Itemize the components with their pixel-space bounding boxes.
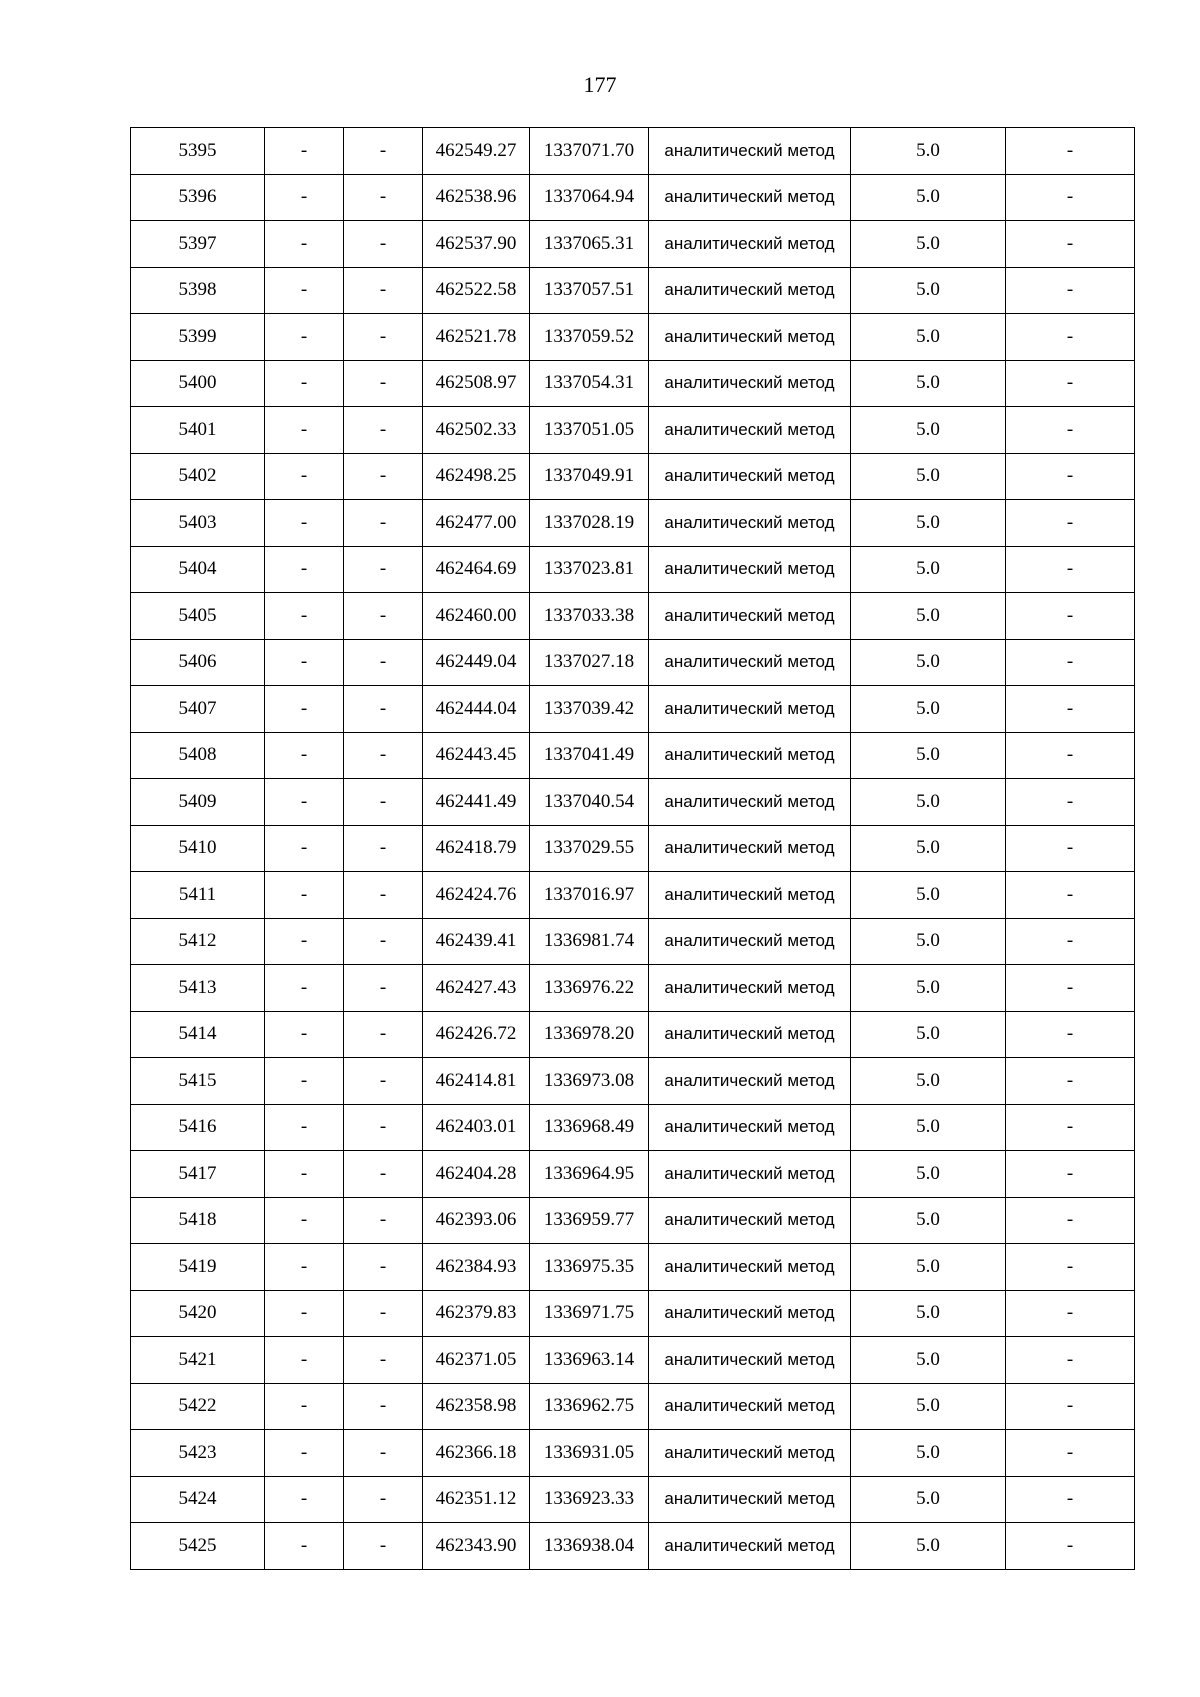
empty-value-cell: - <box>344 1058 423 1105</box>
accuracy-cell: 5.0 <box>851 639 1006 686</box>
empty-value-cell: - <box>344 593 423 640</box>
accuracy-cell: 5.0 <box>851 686 1006 733</box>
x-coordinate-cell: 462502.33 <box>423 407 530 454</box>
x-coordinate-cell: 462443.45 <box>423 732 530 779</box>
point-number-cell: 5422 <box>131 1383 265 1430</box>
empty-value-cell: - <box>1006 825 1135 872</box>
empty-value-cell: - <box>1006 1383 1135 1430</box>
empty-value-cell: - <box>1006 686 1135 733</box>
empty-value-cell: - <box>344 872 423 919</box>
empty-value-cell: - <box>1006 221 1135 268</box>
y-coordinate-cell: 1337064.94 <box>530 174 649 221</box>
x-coordinate-cell: 462477.00 <box>423 500 530 547</box>
empty-value-cell: - <box>265 1337 344 1384</box>
empty-value-cell: - <box>265 872 344 919</box>
point-number-cell: 5419 <box>131 1244 265 1291</box>
empty-value-cell: - <box>265 314 344 361</box>
accuracy-cell: 5.0 <box>851 825 1006 872</box>
accuracy-cell: 5.0 <box>851 500 1006 547</box>
empty-value-cell: - <box>265 1290 344 1337</box>
y-coordinate-cell: 1336968.49 <box>530 1104 649 1151</box>
empty-value-cell: - <box>1006 1244 1135 1291</box>
method-cell: аналитический метод <box>649 1151 851 1198</box>
empty-value-cell: - <box>344 1523 423 1570</box>
empty-value-cell: - <box>344 1011 423 1058</box>
empty-value-cell: - <box>344 407 423 454</box>
method-cell: аналитический метод <box>649 1337 851 1384</box>
point-number-cell: 5423 <box>131 1430 265 1477</box>
empty-value-cell: - <box>1006 453 1135 500</box>
method-cell: аналитический метод <box>649 825 851 872</box>
coordinates-table <box>130 127 1135 1570</box>
table-row <box>131 1151 1135 1198</box>
method-cell: аналитический метод <box>649 221 851 268</box>
table-row <box>131 453 1135 500</box>
empty-value-cell: - <box>1006 1523 1135 1570</box>
table-row <box>131 1244 1135 1291</box>
x-coordinate-cell: 462441.49 <box>423 779 530 826</box>
x-coordinate-cell: 462426.72 <box>423 1011 530 1058</box>
empty-value-cell: - <box>1006 1058 1135 1105</box>
method-cell: аналитический метод <box>649 1104 851 1151</box>
empty-value-cell: - <box>1006 872 1135 919</box>
x-coordinate-cell: 462537.90 <box>423 221 530 268</box>
x-coordinate-cell: 462366.18 <box>423 1430 530 1477</box>
x-coordinate-cell: 462384.93 <box>423 1244 530 1291</box>
point-number-cell: 5417 <box>131 1151 265 1198</box>
point-number-cell: 5401 <box>131 407 265 454</box>
method-cell: аналитический метод <box>649 732 851 779</box>
point-number-cell: 5424 <box>131 1476 265 1523</box>
empty-value-cell: - <box>344 453 423 500</box>
y-coordinate-cell: 1337049.91 <box>530 453 649 500</box>
y-coordinate-cell: 1337040.54 <box>530 779 649 826</box>
x-coordinate-cell: 462444.04 <box>423 686 530 733</box>
empty-value-cell: - <box>344 1151 423 1198</box>
empty-value-cell: - <box>265 1197 344 1244</box>
empty-value-cell: - <box>344 128 423 175</box>
empty-value-cell: - <box>265 453 344 500</box>
empty-value-cell: - <box>265 1244 344 1291</box>
y-coordinate-cell: 1337071.70 <box>530 128 649 175</box>
point-number-cell: 5413 <box>131 965 265 1012</box>
empty-value-cell: - <box>265 1430 344 1477</box>
page-number: 177 <box>583 72 617 97</box>
y-coordinate-cell: 1337041.49 <box>530 732 649 779</box>
empty-value-cell: - <box>344 639 423 686</box>
method-cell: аналитический метод <box>649 360 851 407</box>
method-cell: аналитический метод <box>649 1430 851 1477</box>
empty-value-cell: - <box>265 1523 344 1570</box>
x-coordinate-cell: 462460.00 <box>423 593 530 640</box>
y-coordinate-cell: 1336981.74 <box>530 918 649 965</box>
point-number-cell: 5403 <box>131 500 265 547</box>
x-coordinate-cell: 462498.25 <box>423 453 530 500</box>
y-coordinate-cell: 1337051.05 <box>530 407 649 454</box>
point-number-cell: 5407 <box>131 686 265 733</box>
method-cell: аналитический метод <box>649 407 851 454</box>
accuracy-cell: 5.0 <box>851 1011 1006 1058</box>
table-row <box>131 1476 1135 1523</box>
point-number-cell: 5418 <box>131 1197 265 1244</box>
x-coordinate-cell: 462403.01 <box>423 1104 530 1151</box>
table-row <box>131 1383 1135 1430</box>
empty-value-cell: - <box>1006 1430 1135 1477</box>
y-coordinate-cell: 1337029.55 <box>530 825 649 872</box>
point-number-cell: 5399 <box>131 314 265 361</box>
table-row <box>131 918 1135 965</box>
empty-value-cell: - <box>1006 732 1135 779</box>
x-coordinate-cell: 462521.78 <box>423 314 530 361</box>
table-row <box>131 1011 1135 1058</box>
accuracy-cell: 5.0 <box>851 732 1006 779</box>
method-cell: аналитический метод <box>649 174 851 221</box>
table-row <box>131 872 1135 919</box>
method-cell: аналитический метод <box>649 1523 851 1570</box>
point-number-cell: 5425 <box>131 1523 265 1570</box>
accuracy-cell: 5.0 <box>851 1244 1006 1291</box>
table-row <box>131 965 1135 1012</box>
table-row <box>131 1104 1135 1151</box>
point-number-cell: 5415 <box>131 1058 265 1105</box>
empty-value-cell: - <box>265 1011 344 1058</box>
x-coordinate-cell: 462358.98 <box>423 1383 530 1430</box>
x-coordinate-cell: 462439.41 <box>423 918 530 965</box>
empty-value-cell: - <box>265 546 344 593</box>
empty-value-cell: - <box>1006 174 1135 221</box>
y-coordinate-cell: 1336973.08 <box>530 1058 649 1105</box>
x-coordinate-cell: 462343.90 <box>423 1523 530 1570</box>
empty-value-cell: - <box>265 407 344 454</box>
method-cell: аналитический метод <box>649 686 851 733</box>
y-coordinate-cell: 1337065.31 <box>530 221 649 268</box>
table-row <box>131 593 1135 640</box>
accuracy-cell: 5.0 <box>851 872 1006 919</box>
table-row <box>131 360 1135 407</box>
point-number-cell: 5421 <box>131 1337 265 1384</box>
table-row <box>131 128 1135 175</box>
empty-value-cell: - <box>1006 1011 1135 1058</box>
y-coordinate-cell: 1337033.38 <box>530 593 649 640</box>
accuracy-cell: 5.0 <box>851 221 1006 268</box>
accuracy-cell: 5.0 <box>851 965 1006 1012</box>
x-coordinate-cell: 462508.97 <box>423 360 530 407</box>
table-row <box>131 1290 1135 1337</box>
y-coordinate-cell: 1336938.04 <box>530 1523 649 1570</box>
empty-value-cell: - <box>1006 546 1135 593</box>
table-row <box>131 1197 1135 1244</box>
method-cell: аналитический метод <box>649 1476 851 1523</box>
x-coordinate-cell: 462418.79 <box>423 825 530 872</box>
empty-value-cell: - <box>1006 267 1135 314</box>
empty-value-cell: - <box>344 174 423 221</box>
empty-value-cell: - <box>1006 1197 1135 1244</box>
y-coordinate-cell: 1337057.51 <box>530 267 649 314</box>
empty-value-cell: - <box>344 1104 423 1151</box>
empty-value-cell: - <box>265 593 344 640</box>
method-cell: аналитический метод <box>649 593 851 640</box>
table-row <box>131 1058 1135 1105</box>
point-number-cell: 5395 <box>131 128 265 175</box>
x-coordinate-cell: 462379.83 <box>423 1290 530 1337</box>
accuracy-cell: 5.0 <box>851 593 1006 640</box>
empty-value-cell: - <box>344 825 423 872</box>
method-cell: аналитический метод <box>649 128 851 175</box>
empty-value-cell: - <box>1006 779 1135 826</box>
point-number-cell: 5409 <box>131 779 265 826</box>
point-number-cell: 5420 <box>131 1290 265 1337</box>
empty-value-cell: - <box>1006 1151 1135 1198</box>
empty-value-cell: - <box>265 360 344 407</box>
empty-value-cell: - <box>344 1290 423 1337</box>
empty-value-cell: - <box>344 1244 423 1291</box>
table-row <box>131 500 1135 547</box>
y-coordinate-cell: 1336978.20 <box>530 1011 649 1058</box>
empty-value-cell: - <box>344 779 423 826</box>
point-number-cell: 5402 <box>131 453 265 500</box>
empty-value-cell: - <box>265 1383 344 1430</box>
y-coordinate-cell: 1336931.05 <box>530 1430 649 1477</box>
y-coordinate-cell: 1337039.42 <box>530 686 649 733</box>
accuracy-cell: 5.0 <box>851 546 1006 593</box>
empty-value-cell: - <box>344 314 423 361</box>
x-coordinate-cell: 462522.58 <box>423 267 530 314</box>
table-row <box>131 1523 1135 1570</box>
y-coordinate-cell: 1337016.97 <box>530 872 649 919</box>
y-coordinate-cell: 1336976.22 <box>530 965 649 1012</box>
table-row <box>131 221 1135 268</box>
method-cell: аналитический метод <box>649 1011 851 1058</box>
table-row <box>131 779 1135 826</box>
point-number-cell: 5396 <box>131 174 265 221</box>
method-cell: аналитический метод <box>649 1290 851 1337</box>
empty-value-cell: - <box>1006 593 1135 640</box>
point-number-cell: 5406 <box>131 639 265 686</box>
empty-value-cell: - <box>1006 639 1135 686</box>
method-cell: аналитический метод <box>649 1383 851 1430</box>
accuracy-cell: 5.0 <box>851 267 1006 314</box>
y-coordinate-cell: 1337028.19 <box>530 500 649 547</box>
x-coordinate-cell: 462371.05 <box>423 1337 530 1384</box>
empty-value-cell: - <box>265 965 344 1012</box>
empty-value-cell: - <box>1006 1290 1135 1337</box>
empty-value-cell: - <box>265 1104 344 1151</box>
accuracy-cell: 5.0 <box>851 128 1006 175</box>
x-coordinate-cell: 462549.27 <box>423 128 530 175</box>
method-cell: аналитический метод <box>649 267 851 314</box>
empty-value-cell: - <box>265 1058 344 1105</box>
empty-value-cell: - <box>344 1476 423 1523</box>
empty-value-cell: - <box>1006 1104 1135 1151</box>
method-cell: аналитический метод <box>649 546 851 593</box>
method-cell: аналитический метод <box>649 453 851 500</box>
empty-value-cell: - <box>265 918 344 965</box>
x-coordinate-cell: 462393.06 <box>423 1197 530 1244</box>
point-number-cell: 5411 <box>131 872 265 919</box>
method-cell: аналитический метод <box>649 639 851 686</box>
accuracy-cell: 5.0 <box>851 1430 1006 1477</box>
empty-value-cell: - <box>265 267 344 314</box>
x-coordinate-cell: 462351.12 <box>423 1476 530 1523</box>
table-row <box>131 825 1135 872</box>
y-coordinate-cell: 1337054.31 <box>530 360 649 407</box>
y-coordinate-cell: 1336963.14 <box>530 1337 649 1384</box>
accuracy-cell: 5.0 <box>851 1151 1006 1198</box>
table-row <box>131 639 1135 686</box>
method-cell: аналитический метод <box>649 965 851 1012</box>
y-coordinate-cell: 1336975.35 <box>530 1244 649 1291</box>
x-coordinate-cell: 462424.76 <box>423 872 530 919</box>
point-number-cell: 5397 <box>131 221 265 268</box>
accuracy-cell: 5.0 <box>851 1197 1006 1244</box>
y-coordinate-cell: 1336959.77 <box>530 1197 649 1244</box>
point-number-cell: 5414 <box>131 1011 265 1058</box>
y-coordinate-cell: 1337059.52 <box>530 314 649 361</box>
accuracy-cell: 5.0 <box>851 1058 1006 1105</box>
table-row <box>131 732 1135 779</box>
empty-value-cell: - <box>265 500 344 547</box>
empty-value-cell: - <box>344 686 423 733</box>
accuracy-cell: 5.0 <box>851 1523 1006 1570</box>
x-coordinate-cell: 462414.81 <box>423 1058 530 1105</box>
x-coordinate-cell: 462464.69 <box>423 546 530 593</box>
table-row <box>131 1430 1135 1477</box>
empty-value-cell: - <box>1006 407 1135 454</box>
accuracy-cell: 5.0 <box>851 918 1006 965</box>
empty-value-cell: - <box>1006 500 1135 547</box>
x-coordinate-cell: 462538.96 <box>423 174 530 221</box>
empty-value-cell: - <box>344 1383 423 1430</box>
method-cell: аналитический метод <box>649 779 851 826</box>
y-coordinate-cell: 1336971.75 <box>530 1290 649 1337</box>
table-body <box>131 128 1135 1570</box>
y-coordinate-cell: 1336962.75 <box>530 1383 649 1430</box>
empty-value-cell: - <box>344 267 423 314</box>
empty-value-cell: - <box>344 546 423 593</box>
empty-value-cell: - <box>1006 1476 1135 1523</box>
accuracy-cell: 5.0 <box>851 1337 1006 1384</box>
empty-value-cell: - <box>344 500 423 547</box>
empty-value-cell: - <box>344 918 423 965</box>
accuracy-cell: 5.0 <box>851 779 1006 826</box>
table-row <box>131 407 1135 454</box>
table-row <box>131 546 1135 593</box>
empty-value-cell: - <box>344 965 423 1012</box>
empty-value-cell: - <box>344 732 423 779</box>
empty-value-cell: - <box>265 1151 344 1198</box>
point-number-cell: 5408 <box>131 732 265 779</box>
point-number-cell: 5405 <box>131 593 265 640</box>
y-coordinate-cell: 1337027.18 <box>530 639 649 686</box>
method-cell: аналитический метод <box>649 1197 851 1244</box>
method-cell: аналитический метод <box>649 872 851 919</box>
empty-value-cell: - <box>265 174 344 221</box>
empty-value-cell: - <box>344 1197 423 1244</box>
point-number-cell: 5398 <box>131 267 265 314</box>
empty-value-cell: - <box>265 732 344 779</box>
table-row <box>131 267 1135 314</box>
point-number-cell: 5400 <box>131 360 265 407</box>
empty-value-cell: - <box>344 1337 423 1384</box>
accuracy-cell: 5.0 <box>851 1383 1006 1430</box>
point-number-cell: 5416 <box>131 1104 265 1151</box>
empty-value-cell: - <box>1006 128 1135 175</box>
accuracy-cell: 5.0 <box>851 360 1006 407</box>
empty-value-cell: - <box>265 825 344 872</box>
point-number-cell: 5410 <box>131 825 265 872</box>
accuracy-cell: 5.0 <box>851 407 1006 454</box>
empty-value-cell: - <box>265 128 344 175</box>
method-cell: аналитический метод <box>649 500 851 547</box>
y-coordinate-cell: 1336964.95 <box>530 1151 649 1198</box>
accuracy-cell: 5.0 <box>851 1476 1006 1523</box>
empty-value-cell: - <box>265 686 344 733</box>
empty-value-cell: - <box>265 1476 344 1523</box>
y-coordinate-cell: 1337023.81 <box>530 546 649 593</box>
empty-value-cell: - <box>344 221 423 268</box>
accuracy-cell: 5.0 <box>851 174 1006 221</box>
empty-value-cell: - <box>344 1430 423 1477</box>
x-coordinate-cell: 462427.43 <box>423 965 530 1012</box>
method-cell: аналитический метод <box>649 1058 851 1105</box>
x-coordinate-cell: 462404.28 <box>423 1151 530 1198</box>
empty-value-cell: - <box>1006 918 1135 965</box>
method-cell: аналитический метод <box>649 314 851 361</box>
empty-value-cell: - <box>1006 360 1135 407</box>
x-coordinate-cell: 462449.04 <box>423 639 530 686</box>
method-cell: аналитический метод <box>649 1244 851 1291</box>
empty-value-cell: - <box>265 639 344 686</box>
method-cell: аналитический метод <box>649 918 851 965</box>
table-row <box>131 1337 1135 1384</box>
y-coordinate-cell: 1336923.33 <box>530 1476 649 1523</box>
table-row <box>131 174 1135 221</box>
point-number-cell: 5404 <box>131 546 265 593</box>
accuracy-cell: 5.0 <box>851 453 1006 500</box>
accuracy-cell: 5.0 <box>851 1104 1006 1151</box>
point-number-cell: 5412 <box>131 918 265 965</box>
table-row <box>131 314 1135 361</box>
empty-value-cell: - <box>1006 965 1135 1012</box>
empty-value-cell: - <box>265 221 344 268</box>
accuracy-cell: 5.0 <box>851 1290 1006 1337</box>
empty-value-cell: - <box>1006 314 1135 361</box>
table-row <box>131 686 1135 733</box>
empty-value-cell: - <box>265 779 344 826</box>
accuracy-cell: 5.0 <box>851 314 1006 361</box>
empty-value-cell: - <box>344 360 423 407</box>
empty-value-cell: - <box>1006 1337 1135 1384</box>
